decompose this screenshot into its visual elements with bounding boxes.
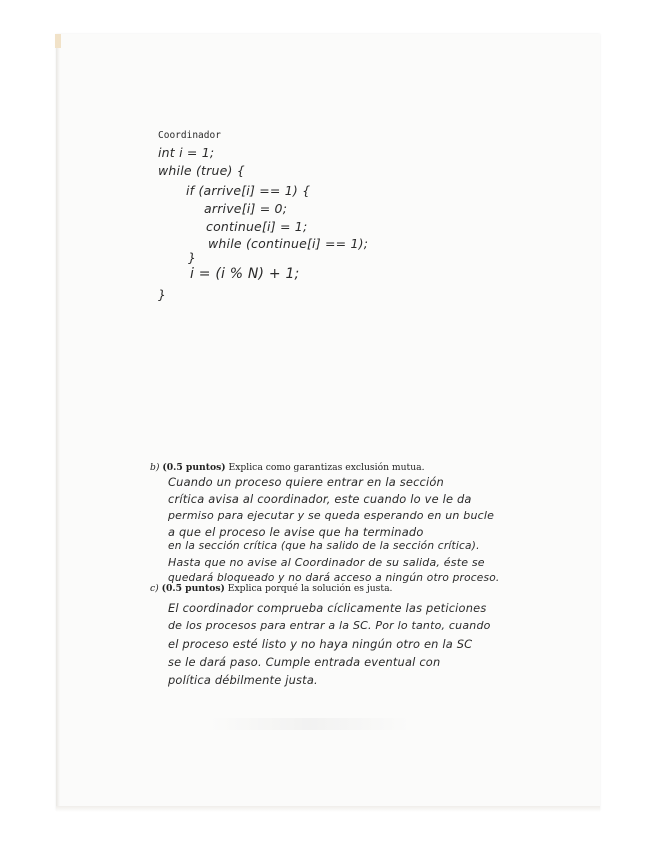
sheet-bottom-shadow — [56, 806, 600, 812]
tape-mark — [55, 34, 61, 48]
answer-line: de los procesos para entrar a la SC. Por lo tanto, cuando — [168, 619, 491, 632]
code-line: if (arrive[i] == 1) { — [186, 183, 311, 198]
sheet-edge-shadow — [56, 34, 60, 810]
answer-line: crítica avisa al coordinador, este cuando lo ve le da — [168, 492, 472, 506]
answer-line: Cuando un proceso quiere entrar en la sección — [168, 475, 444, 489]
question-points: (0.5 puntos) — [162, 462, 226, 473]
question-letter: b) — [150, 462, 160, 473]
code-line: } — [158, 287, 167, 302]
code-line: while (continue[i] == 1); — [208, 236, 369, 251]
answer-line: política débilmente justa. — [168, 673, 318, 687]
paper-sheet — [56, 34, 600, 810]
code-line: i = (i % N) + 1; — [190, 266, 300, 282]
question-c — [150, 583, 392, 594]
bleed-through-smudge — [210, 718, 410, 730]
code-line: } — [188, 250, 197, 265]
answer-line: el proceso esté listo y no haya ningún otro en la SC — [168, 637, 473, 651]
answer-line: quedará bloqueado y no dará acceso a ningún otro proceso. — [168, 572, 500, 584]
code-title: Coordinador — [158, 130, 221, 141]
question-letter: c) — [150, 583, 159, 594]
question-points: (0.5 puntos) — [161, 583, 225, 594]
answer-line: Hasta que no avise al Coordinador de su salida, éste se — [168, 556, 485, 569]
answer-line: se le dará paso. Cumple entrada eventual con — [168, 655, 441, 669]
code-line: arrive[i] = 0; — [204, 201, 288, 216]
answer-line: permiso para ejecutar y se queda esperando en un bucle — [168, 509, 495, 522]
code-line: while (true) { — [158, 163, 245, 178]
question-text: Explica como garantizas exclusión mutua. — [228, 462, 425, 473]
code-line: continue[i] = 1; — [206, 219, 308, 234]
answer-line: El coordinador comprueba cíclicamente las peticiones — [168, 601, 487, 615]
code-line: int i = 1; — [158, 145, 215, 160]
answer-line: en la sección crítica (que ha salido de la sección crítica). — [168, 540, 480, 552]
question-text: Explica porqué la solución es justa. — [227, 583, 393, 594]
question-b — [150, 462, 425, 473]
answer-line: a que el proceso le avise que ha terminado — [168, 525, 424, 539]
